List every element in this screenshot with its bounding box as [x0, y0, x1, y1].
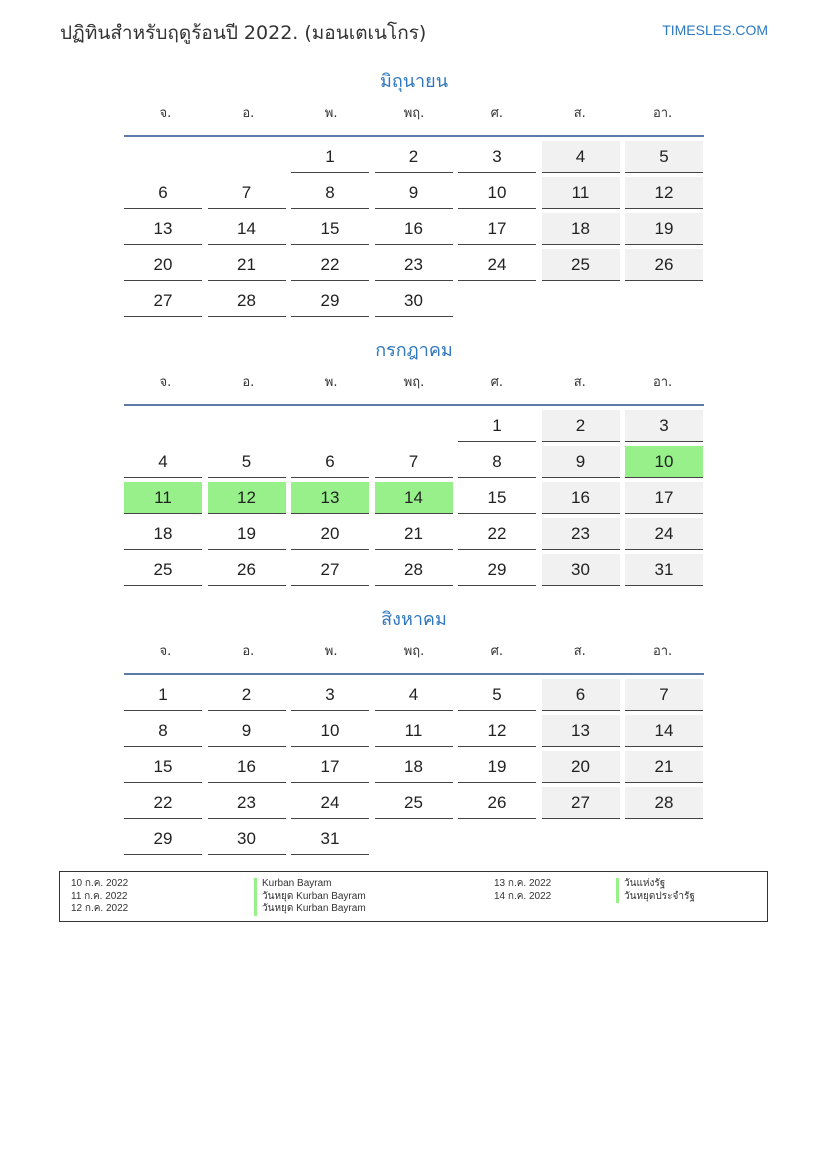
day-cell: 5	[625, 141, 703, 173]
day-cell: 19	[458, 751, 536, 783]
day-cell: 6	[291, 446, 369, 478]
day-cell: 28	[375, 554, 453, 586]
day-cell: 30	[542, 554, 620, 586]
day-cell: 17	[458, 213, 536, 245]
day-cell: 14	[208, 213, 286, 245]
weekday-label: จ.	[159, 644, 172, 659]
day-cell: 31	[625, 554, 703, 586]
month-title: กรกฎาคม	[375, 340, 453, 361]
week-row	[124, 518, 704, 554]
day-cell: 4	[542, 141, 620, 173]
weekday-label: พฤ.	[403, 375, 425, 390]
legend-dates-right	[494, 878, 551, 903]
day-cell: 16	[542, 482, 620, 514]
weekday-label: อา.	[652, 106, 673, 121]
legend-names-left	[254, 878, 366, 916]
empty-day-cell	[625, 285, 703, 316]
week-row	[124, 482, 704, 518]
weekday-label: ศ.	[490, 375, 504, 390]
legend-holiday-name: Kurban Bayram	[262, 878, 332, 889]
legend-date: 10 ก.ค. 2022	[71, 878, 129, 889]
day-cell: 3	[291, 679, 369, 711]
day-cell: 7	[375, 446, 453, 478]
day-cell: 23	[542, 518, 620, 550]
week-row	[124, 679, 704, 715]
legend-date: 12 ก.ค. 2022	[71, 903, 129, 914]
day-cell: 3	[625, 410, 703, 442]
day-cell: 18	[542, 213, 620, 245]
day-cell: 12	[625, 177, 703, 209]
legend-date: 13 ก.ค. 2022	[494, 878, 552, 889]
legend-dates-left	[71, 878, 128, 916]
day-cell: 16	[208, 751, 286, 783]
day-cell: 25	[124, 554, 202, 586]
weekday-label: อ.	[242, 106, 255, 121]
day-cell: 10	[291, 715, 369, 747]
day-cell: 12	[458, 715, 536, 747]
day-cell: 13	[291, 482, 369, 514]
weekday-header	[124, 642, 704, 675]
day-cell: 24	[458, 249, 536, 281]
week-row	[124, 823, 704, 859]
week-row	[124, 141, 704, 177]
day-cell: 13	[124, 213, 202, 245]
day-cell: 8	[458, 446, 536, 478]
weekday-header	[124, 104, 704, 137]
weekday-label: พฤ.	[403, 644, 425, 659]
day-cell: 2	[375, 141, 453, 173]
day-cell: 19	[625, 213, 703, 245]
day-cell: 2	[542, 410, 620, 442]
day-cell: 26	[625, 249, 703, 281]
day-cell: 7	[625, 679, 703, 711]
day-cell: 23	[208, 787, 286, 819]
day-cell: 7	[208, 177, 286, 209]
day-cell: 28	[625, 787, 703, 819]
holiday-legend	[59, 871, 768, 922]
day-cell: 22	[458, 518, 536, 550]
empty-day-cell	[458, 285, 536, 316]
weekday-label: ส.	[573, 106, 586, 121]
day-cell: 9	[375, 177, 453, 209]
month-grid	[124, 141, 704, 321]
weekday-label: ส.	[573, 375, 586, 390]
week-row	[124, 787, 704, 823]
legend-holiday-name: วันหยุด Kurban Bayram	[262, 890, 366, 902]
day-cell: 12	[208, 482, 286, 514]
empty-day-cell	[124, 410, 202, 441]
day-cell: 11	[124, 482, 202, 514]
day-cell: 26	[458, 787, 536, 819]
day-cell: 15	[458, 482, 536, 514]
day-cell: 6	[124, 177, 202, 209]
day-cell: 29	[458, 554, 536, 586]
day-cell: 2	[208, 679, 286, 711]
day-cell: 25	[375, 787, 453, 819]
week-row	[124, 410, 704, 446]
month-july	[124, 337, 704, 590]
day-cell: 3	[458, 141, 536, 173]
day-cell: 1	[458, 410, 536, 442]
day-cell: 19	[208, 518, 286, 550]
day-cell: 28	[208, 285, 286, 317]
legend-holiday-name: วันหยุด Kurban Bayram	[262, 903, 366, 914]
weekday-label: พฤ.	[403, 106, 425, 121]
day-cell: 17	[625, 482, 703, 514]
day-cell: 13	[542, 715, 620, 747]
day-cell: 21	[208, 249, 286, 281]
day-cell: 14	[375, 482, 453, 514]
week-row	[124, 249, 704, 285]
day-cell: 11	[375, 715, 453, 747]
month-grid	[124, 679, 704, 859]
day-cell: 17	[291, 751, 369, 783]
empty-day-cell	[625, 823, 703, 854]
day-cell: 22	[291, 249, 369, 281]
month-title: สิงหาคม	[381, 609, 447, 630]
day-cell: 10	[458, 177, 536, 209]
day-cell: 26	[208, 554, 286, 586]
week-row	[124, 446, 704, 482]
day-cell: 20	[542, 751, 620, 783]
day-cell: 6	[542, 679, 620, 711]
site-link[interactable]: TIMESLES.COM	[662, 22, 768, 38]
day-cell: 31	[291, 823, 369, 855]
week-row	[124, 177, 704, 213]
day-cell: 15	[291, 213, 369, 245]
day-cell: 29	[291, 285, 369, 317]
weekday-label: อ.	[242, 644, 255, 659]
day-cell: 18	[375, 751, 453, 783]
day-cell: 10	[625, 446, 703, 478]
day-cell: 20	[291, 518, 369, 550]
day-cell: 22	[124, 787, 202, 819]
weekday-label: จ.	[159, 375, 172, 390]
day-cell: 1	[124, 679, 202, 711]
empty-day-cell	[458, 823, 536, 854]
day-cell: 27	[542, 787, 620, 819]
day-cell: 1	[291, 141, 369, 173]
day-cell: 4	[124, 446, 202, 478]
empty-day-cell	[124, 141, 202, 172]
legend-date: 11 ก.ค. 2022	[71, 890, 128, 902]
day-cell: 8	[124, 715, 202, 747]
day-cell: 24	[291, 787, 369, 819]
day-cell: 9	[542, 446, 620, 478]
day-cell: 30	[375, 285, 453, 317]
day-cell: 16	[375, 213, 453, 245]
weekday-label: ศ.	[490, 644, 504, 659]
weekday-label: จ.	[159, 106, 172, 121]
day-cell: 27	[124, 285, 202, 317]
week-row	[124, 285, 704, 321]
empty-day-cell	[375, 823, 453, 854]
day-cell: 27	[291, 554, 369, 586]
weekday-label: อา.	[652, 644, 673, 659]
month-june	[124, 68, 704, 321]
month-title: มิถุนายน	[379, 71, 449, 92]
empty-day-cell	[208, 141, 286, 172]
weekday-label: ศ.	[490, 106, 504, 121]
legend-holiday-name: วันหยุดประจำรัฐ	[624, 890, 695, 902]
weekday-header	[124, 373, 704, 406]
week-row	[124, 554, 704, 590]
empty-day-cell	[291, 410, 369, 441]
weekday-label: พ.	[324, 106, 338, 121]
day-cell: 25	[542, 249, 620, 281]
day-cell: 5	[458, 679, 536, 711]
day-cell: 8	[291, 177, 369, 209]
weekday-label: พ.	[324, 644, 338, 659]
weekday-label: อา.	[652, 375, 673, 390]
day-cell: 29	[124, 823, 202, 855]
day-cell: 4	[375, 679, 453, 711]
day-cell: 24	[625, 518, 703, 550]
page-title: ปฏิทินสำหรับฤดูร้อนปี 2022. (มอนเตเนโกร)	[60, 22, 427, 44]
legend-names-right	[616, 878, 695, 903]
weekday-label: อ.	[242, 375, 255, 390]
empty-day-cell	[208, 410, 286, 441]
empty-day-cell	[542, 823, 620, 854]
day-cell: 9	[208, 715, 286, 747]
day-cell: 5	[208, 446, 286, 478]
day-cell: 20	[124, 249, 202, 281]
week-row	[124, 751, 704, 787]
day-cell: 30	[208, 823, 286, 855]
legend-date: 14 ก.ค. 2022	[494, 890, 552, 902]
weekday-label: พ.	[324, 375, 338, 390]
month-grid	[124, 410, 704, 590]
day-cell: 15	[124, 751, 202, 783]
month-august	[124, 606, 704, 859]
day-cell: 14	[625, 715, 703, 747]
day-cell: 18	[124, 518, 202, 550]
legend-holiday-name: วันแห่งรัฐ	[624, 878, 666, 889]
empty-day-cell	[542, 285, 620, 316]
week-row	[124, 715, 704, 751]
empty-day-cell	[375, 410, 453, 441]
day-cell: 21	[625, 751, 703, 783]
day-cell: 21	[375, 518, 453, 550]
day-cell: 11	[542, 177, 620, 209]
weekday-label: ส.	[573, 644, 586, 659]
week-row	[124, 213, 704, 249]
day-cell: 23	[375, 249, 453, 281]
